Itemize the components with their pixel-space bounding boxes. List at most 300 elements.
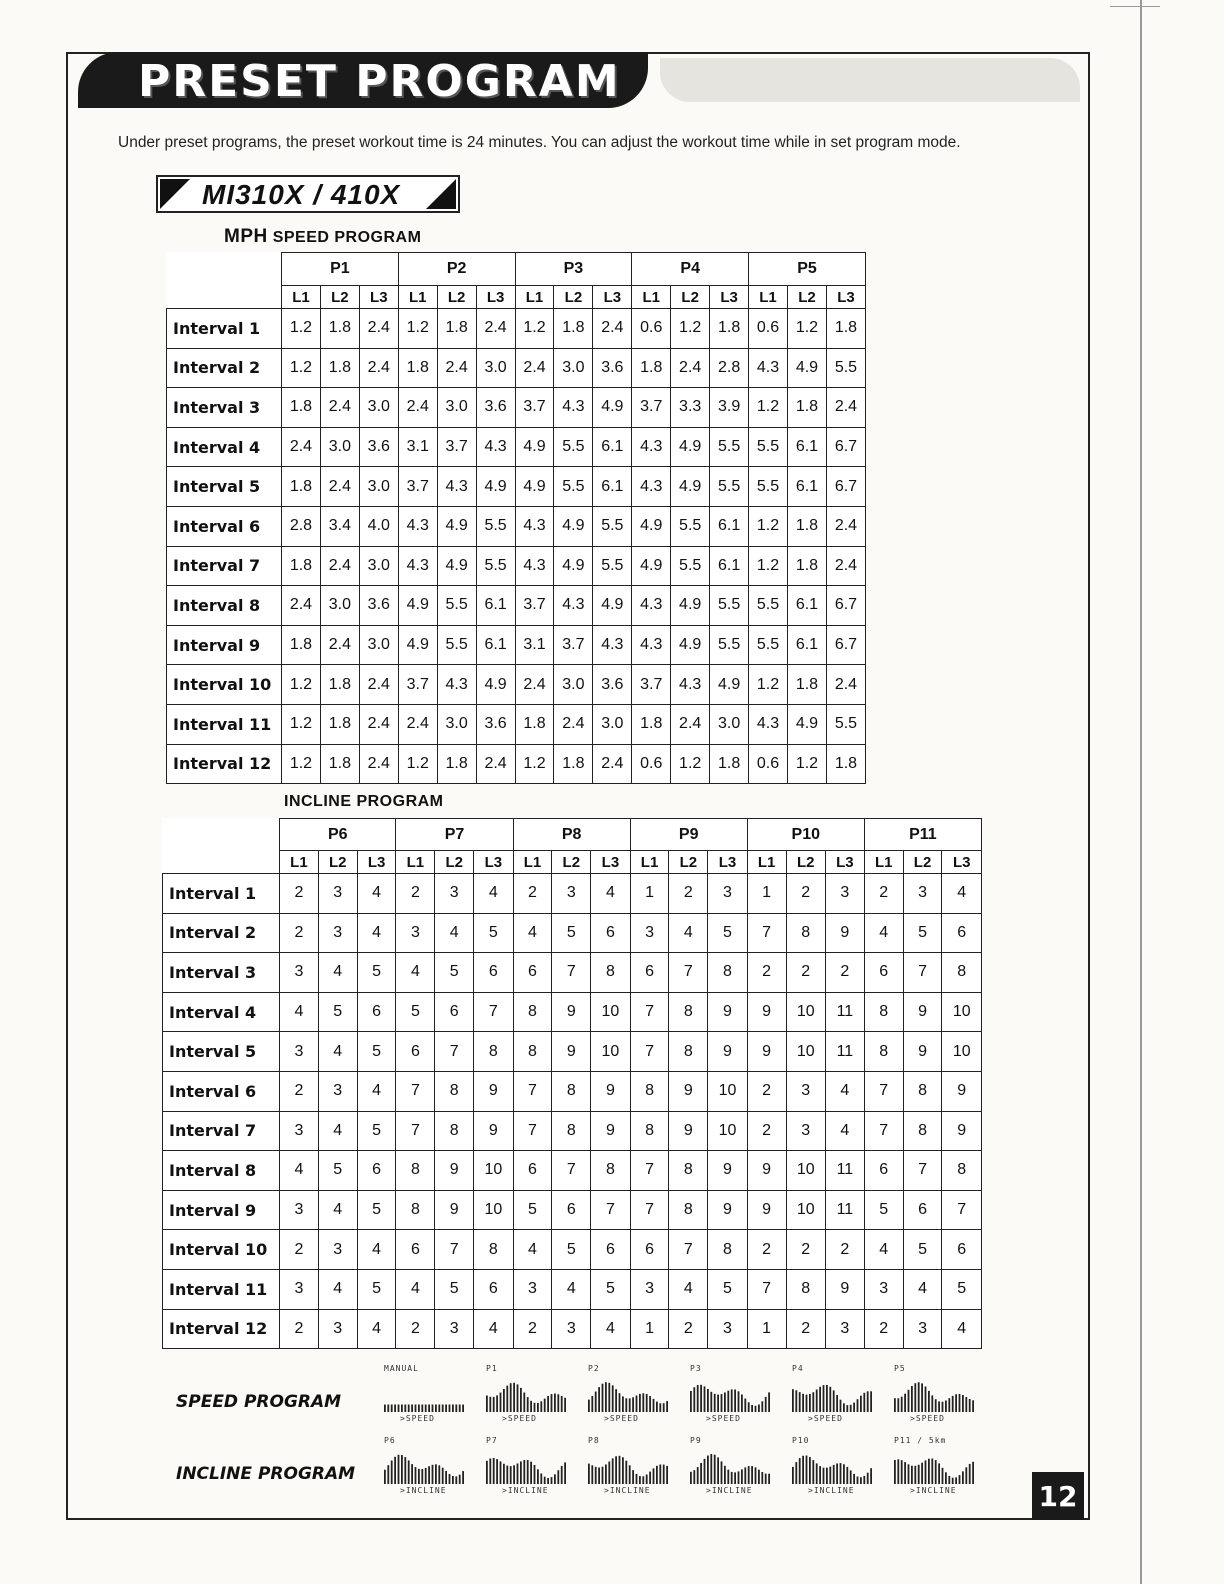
incline-profile-bar	[897, 1459, 899, 1484]
incline-profile-bar	[931, 1459, 933, 1485]
incline-value-cell: 4	[396, 953, 435, 993]
speed-value-cell: 3.0	[359, 467, 398, 507]
incline-value-cell: 2	[669, 1309, 708, 1349]
speed-profile-bars	[588, 1378, 672, 1412]
incline-value-cell: 8	[513, 992, 552, 1032]
speed-value-cell: 1.2	[398, 309, 437, 349]
speed-level-header: L3	[593, 286, 632, 309]
incline-profile-bar	[809, 1457, 811, 1484]
speed-value-cell: 5.5	[749, 586, 788, 626]
speed-profile-bar	[721, 1394, 723, 1412]
incline-value-cell: 3	[708, 1309, 747, 1349]
incline-value-cell: 9	[669, 1111, 708, 1151]
speed-level-header: L2	[437, 286, 476, 309]
speed-interval-label: Interval 7	[167, 546, 282, 586]
incline-value-cell: 7	[903, 953, 942, 993]
incline-value-cell: 7	[669, 953, 708, 993]
speed-value-cell: 1.8	[787, 665, 826, 705]
incline-profile-bar	[455, 1476, 457, 1484]
speed-value-cell: 4.3	[515, 546, 554, 586]
speed-value-cell: 3.6	[359, 586, 398, 626]
speed-profile-bar	[755, 1406, 757, 1412]
incline-value-cell: 4	[474, 874, 513, 914]
incline-profiles-label: INCLINE PROGRAM	[176, 1464, 356, 1484]
incline-value-cell: 6	[357, 992, 396, 1032]
incline-value-cell: 4	[591, 1309, 630, 1349]
incline-value-cell: 8	[708, 1230, 747, 1270]
incline-value-cell: 9	[708, 1151, 747, 1191]
speed-profile-bar	[823, 1385, 825, 1412]
incline-value-cell: 3	[513, 1269, 552, 1309]
speed-value-cell: 1.8	[787, 506, 826, 546]
incline-table-row	[163, 953, 982, 993]
speed-value-cell: 6.7	[826, 625, 865, 665]
incline-profile-bar	[544, 1477, 546, 1484]
speed-value-cell: 3.7	[554, 625, 593, 665]
speed-profile-bar	[714, 1394, 716, 1412]
incline-value-cell: 9	[903, 992, 942, 1032]
speed-profile-bar	[384, 1405, 386, 1413]
speed-level-header: L3	[476, 286, 515, 309]
incline-table-row	[163, 1230, 982, 1270]
incline-value-cell: 8	[435, 1111, 474, 1151]
speed-corner-cell	[167, 253, 282, 309]
speed-profile-bar	[948, 1398, 950, 1412]
incline-profile-bar	[928, 1459, 930, 1484]
incline-profile-bar	[707, 1456, 709, 1485]
speed-profile-bar	[561, 1396, 563, 1412]
speed-profile-bar	[799, 1392, 801, 1412]
speed-profile-bar	[931, 1395, 933, 1412]
speed-profile-bar	[894, 1398, 896, 1412]
speed-value-cell: 1.2	[749, 506, 788, 546]
incline-value-cell: 3	[318, 1309, 357, 1349]
speed-profile-bar	[506, 1386, 508, 1412]
incline-profile-bar	[435, 1464, 437, 1484]
incline-value-cell: 9	[708, 992, 747, 1032]
incline-value-cell: 6	[474, 1269, 513, 1309]
incline-profile-bar	[792, 1467, 794, 1484]
speed-value-cell: 3.7	[632, 665, 671, 705]
speed-table-row	[167, 546, 866, 586]
incline-value-cell: 7	[864, 1111, 903, 1151]
speed-value-cell: 6.1	[787, 427, 826, 467]
speed-program-table	[166, 252, 866, 784]
incline-profile-title: P9	[690, 1436, 702, 1445]
incline-profile-bar	[646, 1475, 648, 1485]
incline-value-cell: 4	[552, 1269, 591, 1309]
speed-value-cell: 3.7	[632, 388, 671, 428]
incline-value-cell: 6	[435, 992, 474, 1032]
incline-profile-bar	[765, 1474, 767, 1484]
incline-value-cell: 8	[669, 1151, 708, 1191]
speed-profile-bar	[632, 1397, 634, 1412]
speed-profile-thumbnail	[792, 1364, 876, 1434]
speed-profile-bar	[727, 1391, 729, 1412]
speed-profile-bar	[432, 1405, 434, 1413]
speed-value-cell: 6.1	[787, 467, 826, 507]
incline-profile-bar	[806, 1456, 808, 1485]
incline-table-row	[163, 1032, 982, 1072]
speed-value-cell: 6.7	[826, 586, 865, 626]
speed-value-cell: 1.8	[320, 744, 359, 784]
incline-value-cell: 2	[786, 1230, 825, 1270]
speed-level-header: L2	[671, 286, 710, 309]
speed-profile-bar	[826, 1385, 828, 1412]
speed-profile-bar	[428, 1405, 430, 1413]
speed-value-cell: 1.8	[554, 309, 593, 349]
speed-value-cell: 3.0	[437, 704, 476, 744]
incline-value-cell: 5	[552, 913, 591, 953]
incline-value-cell: 8	[903, 1071, 942, 1111]
incline-level-header: L2	[669, 851, 708, 874]
speed-value-cell: 1.2	[749, 388, 788, 428]
speed-profile-bar	[942, 1402, 944, 1412]
incline-value-cell: 8	[669, 992, 708, 1032]
speed-profile-bar	[731, 1389, 733, 1412]
incline-value-cell: 7	[630, 1190, 669, 1230]
speed-value-cell: 1.2	[282, 348, 321, 388]
incline-profile-bar	[615, 1456, 617, 1484]
speed-profile-bar	[615, 1389, 617, 1412]
incline-value-cell: 7	[513, 1111, 552, 1151]
incline-value-cell: 5	[357, 953, 396, 993]
speed-interval-label: Interval 10	[167, 665, 282, 705]
incline-interval-label: Interval 9	[163, 1190, 280, 1230]
speed-value-cell: 2.4	[320, 546, 359, 586]
incline-value-cell: 6	[864, 1151, 903, 1191]
incline-value-cell: 2	[280, 1230, 319, 1270]
incline-value-cell: 7	[552, 953, 591, 993]
speed-value-cell: 5.5	[710, 427, 749, 467]
incline-value-cell: 8	[552, 1071, 591, 1111]
incline-profile-bar	[812, 1460, 814, 1484]
speed-value-cell: 4.9	[671, 427, 710, 467]
incline-profile-bar	[537, 1469, 539, 1484]
incline-value-cell: 9	[747, 992, 786, 1032]
speed-level-header: L3	[359, 286, 398, 309]
speed-value-cell: 4.9	[710, 665, 749, 705]
speed-value-cell: 2.4	[437, 348, 476, 388]
incline-level-header: L1	[747, 851, 786, 874]
page-title: PRESET PROGRAM	[138, 56, 621, 107]
speed-value-cell: 5.5	[749, 625, 788, 665]
incline-interval-label: Interval 4	[163, 992, 280, 1032]
incline-value-cell: 8	[786, 913, 825, 953]
speed-unit-label: MPH	[224, 226, 268, 247]
speed-profile-bar	[530, 1401, 532, 1412]
speed-value-cell: 6.1	[710, 506, 749, 546]
incline-value-cell: 10	[786, 1190, 825, 1230]
incline-value-cell: 8	[942, 953, 982, 993]
incline-value-cell: 2	[513, 874, 552, 914]
incline-profile-bar	[761, 1472, 763, 1484]
incline-value-cell: 4	[474, 1309, 513, 1349]
incline-section-title: INCLINE PROGRAM	[284, 793, 444, 810]
speed-value-cell: 2.4	[826, 546, 865, 586]
incline-profile-bar	[972, 1462, 974, 1484]
speed-value-cell: 5.5	[554, 427, 593, 467]
incline-value-cell: 9	[435, 1190, 474, 1230]
speed-value-cell: 1.8	[632, 704, 671, 744]
speed-profile-bar	[625, 1398, 627, 1412]
speed-profile-thumbnail	[486, 1364, 570, 1434]
speed-profile-bar	[435, 1405, 437, 1413]
speed-value-cell: 2.4	[282, 586, 321, 626]
speed-profile-bar	[534, 1403, 536, 1412]
speed-profile-bar	[816, 1390, 818, 1413]
speed-value-cell: 3.9	[710, 388, 749, 428]
incline-value-cell: 6	[591, 913, 630, 953]
speed-value-cell: 4.9	[593, 388, 632, 428]
incline-value-cell: 4	[357, 913, 396, 953]
incline-value-cell: 2	[280, 913, 319, 953]
speed-profile-bar	[704, 1386, 706, 1412]
speed-value-cell: 2.4	[398, 704, 437, 744]
speed-value-cell: 3.6	[593, 665, 632, 705]
speed-table-row	[167, 506, 866, 546]
speed-value-cell: 4.9	[593, 586, 632, 626]
incline-profile-bar	[632, 1470, 634, 1484]
speed-value-cell: 2.4	[826, 665, 865, 705]
speed-interval-label: Interval 2	[167, 348, 282, 388]
incline-level-header: L1	[513, 851, 552, 874]
speed-value-cell: 2.4	[515, 665, 554, 705]
speed-value-cell: 6.7	[826, 427, 865, 467]
speed-profile-bar	[751, 1405, 753, 1412]
incline-value-cell: 2	[747, 953, 786, 993]
incline-profile-bar	[768, 1474, 770, 1484]
incline-value-cell: 4	[513, 1230, 552, 1270]
incline-value-cell: 4	[357, 1230, 396, 1270]
speed-value-cell: 4.9	[398, 586, 437, 626]
speed-profile-bar	[870, 1391, 872, 1412]
incline-profile-bar	[517, 1464, 519, 1485]
speed-value-cell: 1.2	[671, 309, 710, 349]
incline-value-cell: 11	[825, 1190, 864, 1230]
speed-profile-bar	[748, 1402, 750, 1412]
incline-value-cell: 4	[318, 1269, 357, 1309]
incline-value-cell: 7	[396, 1111, 435, 1151]
speed-level-header: L3	[710, 286, 749, 309]
incline-value-cell: 7	[513, 1071, 552, 1111]
speed-value-cell: 4.9	[515, 467, 554, 507]
speed-value-cell: 1.8	[632, 348, 671, 388]
speed-value-cell: 0.6	[749, 309, 788, 349]
incline-level-header: L2	[318, 851, 357, 874]
incline-value-cell: 7	[630, 1151, 669, 1191]
incline-profile-bar	[398, 1455, 400, 1484]
incline-profile-bar	[751, 1466, 753, 1484]
incline-profile-bar	[554, 1474, 556, 1484]
speed-profile-bar	[656, 1402, 658, 1412]
speed-value-cell: 1.2	[787, 744, 826, 784]
incline-value-cell: 3	[396, 913, 435, 953]
incline-profile-bar	[755, 1467, 757, 1484]
incline-profile-bar	[693, 1470, 695, 1484]
incline-value-cell: 4	[357, 1309, 396, 1349]
incline-value-cell: 2	[786, 953, 825, 993]
incline-value-cell: 8	[435, 1071, 474, 1111]
incline-value-cell: 4	[825, 1111, 864, 1151]
speed-profile-bar	[761, 1401, 763, 1412]
incline-profile-bar	[914, 1466, 916, 1484]
speed-value-cell: 5.5	[710, 467, 749, 507]
incline-value-cell: 9	[708, 1032, 747, 1072]
incline-profile-tag: >INCLINE	[604, 1486, 651, 1495]
incline-profile-bar	[965, 1467, 967, 1484]
incline-value-cell: 5	[513, 1190, 552, 1230]
incline-profile-bar	[540, 1474, 542, 1485]
speed-profile-bar	[853, 1403, 855, 1412]
speed-value-cell: 4.3	[437, 665, 476, 705]
speed-table-row	[167, 704, 866, 744]
speed-profile-bar	[697, 1385, 699, 1412]
speed-profile-bar	[591, 1396, 593, 1412]
incline-profile-title: P11 / 5km	[894, 1436, 947, 1445]
speed-value-cell: 4.3	[671, 665, 710, 705]
incline-table-row	[163, 1269, 982, 1309]
incline-value-cell: 5	[318, 992, 357, 1032]
speed-profile-bar	[500, 1393, 502, 1412]
incline-profile-thumbnail	[792, 1436, 876, 1506]
speed-profile-bar	[551, 1394, 553, 1412]
speed-profile-bar	[952, 1396, 954, 1412]
incline-value-cell: 9	[669, 1071, 708, 1111]
speed-value-cell: 1.8	[282, 388, 321, 428]
speed-profile-bar	[598, 1387, 600, 1412]
speed-value-cell: 0.6	[632, 309, 671, 349]
speed-value-cell: 6.1	[593, 467, 632, 507]
incline-profile-bar	[449, 1474, 451, 1484]
incline-value-cell: 3	[280, 953, 319, 993]
incline-value-cell: 8	[474, 1032, 513, 1072]
speed-value-cell: 6.1	[787, 586, 826, 626]
speed-profile-bar	[819, 1387, 821, 1412]
speed-value-cell: 3.0	[359, 546, 398, 586]
speed-profile-bar	[734, 1390, 736, 1413]
incline-value-cell: 3	[280, 1111, 319, 1151]
incline-value-cell: 11	[825, 1151, 864, 1191]
incline-value-cell: 7	[864, 1071, 903, 1111]
speed-value-cell: 4.9	[398, 625, 437, 665]
incline-value-cell: 1	[747, 1309, 786, 1349]
incline-value-cell: 10	[708, 1071, 747, 1111]
speed-profile-bar	[438, 1405, 440, 1413]
speed-profile-bar	[840, 1400, 842, 1412]
incline-profile-bar	[428, 1466, 430, 1484]
speed-profile-bar	[496, 1395, 498, 1412]
speed-value-cell: 4.9	[787, 348, 826, 388]
incline-value-cell: 5	[435, 1269, 474, 1309]
speed-profile-bar	[557, 1394, 559, 1412]
incline-profile-bar	[748, 1466, 750, 1484]
incline-value-cell: 3	[825, 874, 864, 914]
speed-value-cell: 4.9	[476, 467, 515, 507]
speed-value-cell: 1.8	[320, 704, 359, 744]
speed-profile-bar	[622, 1396, 624, 1412]
incline-value-cell: 5	[552, 1230, 591, 1270]
incline-profile-bar	[595, 1467, 597, 1484]
incline-profile-tag: >INCLINE	[502, 1486, 549, 1495]
incline-value-cell: 2	[280, 874, 319, 914]
speed-value-cell: 4.0	[359, 506, 398, 546]
incline-value-cell: 8	[864, 1032, 903, 1072]
speed-value-cell: 1.2	[749, 665, 788, 705]
incline-value-cell: 10	[786, 1032, 825, 1072]
incline-level-header: L2	[786, 851, 825, 874]
incline-interval-label: Interval 8	[163, 1151, 280, 1191]
incline-value-cell: 9	[552, 1032, 591, 1072]
incline-profile-bar	[404, 1457, 406, 1484]
speed-value-cell: 4.3	[749, 348, 788, 388]
incline-value-cell: 4	[396, 1269, 435, 1309]
speed-value-cell: 4.3	[749, 704, 788, 744]
incline-value-cell: 2	[280, 1309, 319, 1349]
speed-profile-bar	[544, 1399, 546, 1412]
incline-value-cell: 4	[357, 874, 396, 914]
incline-profile-bar	[503, 1464, 505, 1484]
speed-value-cell: 3.0	[437, 388, 476, 428]
speed-profile-bar	[795, 1390, 797, 1412]
incline-value-cell: 2	[747, 1111, 786, 1151]
speed-value-cell: 3.6	[593, 348, 632, 388]
speed-level-header: L2	[787, 286, 826, 309]
incline-profile-bar	[918, 1465, 920, 1484]
incline-profile-bar	[921, 1463, 923, 1484]
speed-profile-bar	[768, 1392, 770, 1412]
incline-interval-label: Interval 12	[163, 1309, 280, 1349]
speed-profile-bar	[806, 1395, 808, 1412]
speed-value-cell: 5.5	[476, 506, 515, 546]
incline-profile-bar	[955, 1477, 957, 1484]
incline-table-row	[163, 913, 982, 953]
incline-program-header: P7	[396, 819, 513, 851]
speed-profile-bar	[765, 1397, 767, 1412]
incline-profile-bar	[408, 1460, 410, 1484]
incline-profile-bar	[819, 1466, 821, 1484]
incline-profile-bar	[710, 1454, 712, 1484]
incline-interval-label: Interval 6	[163, 1071, 280, 1111]
speed-profile-bar	[646, 1394, 648, 1412]
incline-profile-bar	[894, 1460, 896, 1484]
incline-program-header: P10	[747, 819, 864, 851]
badge-triangle-left	[160, 179, 190, 209]
incline-profile-bar	[833, 1465, 835, 1484]
incline-profile-bar	[795, 1462, 797, 1484]
incline-value-cell: 4	[669, 1269, 708, 1309]
speed-section-title: SPEED PROGRAM	[272, 229, 422, 246]
speed-value-cell: 6.7	[826, 467, 865, 507]
speed-profile-tag: >SPEED	[808, 1414, 843, 1423]
incline-value-cell: 4	[318, 1111, 357, 1151]
speed-profile-bar	[965, 1397, 967, 1412]
incline-value-cell: 9	[747, 1190, 786, 1230]
speed-value-cell: 4.9	[671, 625, 710, 665]
incline-value-cell: 9	[747, 1151, 786, 1191]
speed-value-cell: 3.0	[554, 665, 593, 705]
speed-profile-bar	[938, 1401, 940, 1412]
speed-profile-bar	[588, 1400, 590, 1412]
incline-value-cell: 3	[630, 913, 669, 953]
incline-value-cell: 7	[630, 1032, 669, 1072]
incline-value-cell: 8	[669, 1190, 708, 1230]
incline-profile-bar	[506, 1466, 508, 1484]
incline-value-cell: 8	[786, 1269, 825, 1309]
incline-value-cell: 5	[591, 1269, 630, 1309]
speed-level-header: L2	[554, 286, 593, 309]
speed-profile-bar	[513, 1383, 515, 1412]
